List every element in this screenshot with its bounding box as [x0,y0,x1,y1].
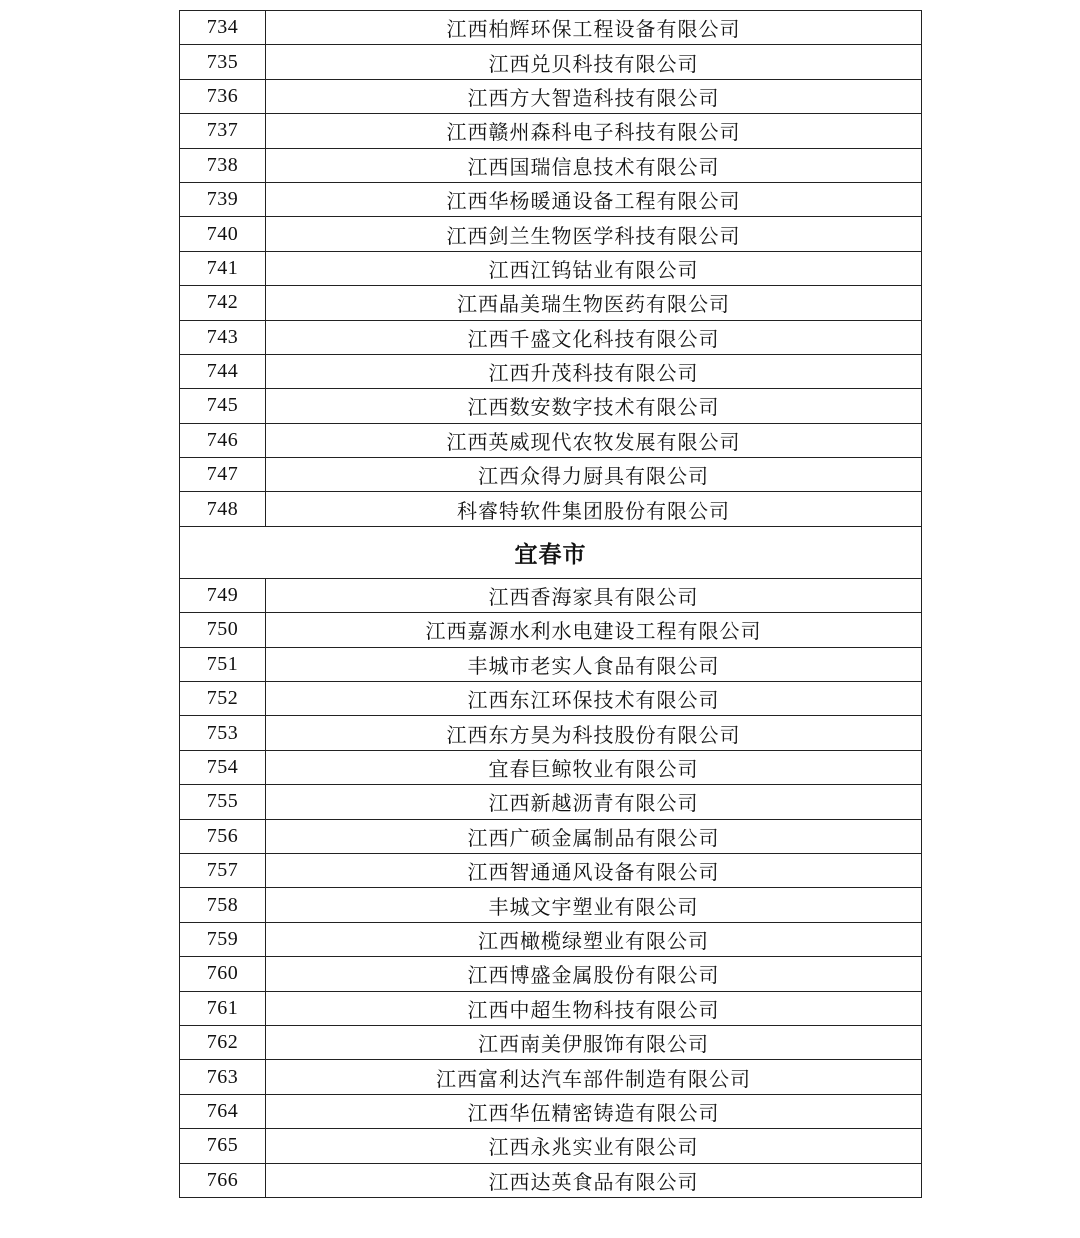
table-row [180,458,922,492]
table-row [180,423,922,457]
row-number: 740 [180,217,266,251]
company-name: 江西嘉源水利水电建设工程有限公司 [266,613,922,647]
table-row [180,251,922,285]
row-number: 757 [180,853,266,887]
table-row [180,492,922,526]
row-number: 758 [180,888,266,922]
company-name: 江西晶美瑞生物医药有限公司 [266,286,922,320]
table-row [180,389,922,423]
company-name: 江西升茂科技有限公司 [266,354,922,388]
company-name: 江西赣州森科电子科技有限公司 [266,114,922,148]
company-name: 江西橄榄绿塑业有限公司 [266,922,922,956]
company-name: 江西东方昊为科技股份有限公司 [266,716,922,750]
row-number: 753 [180,716,266,750]
table-row [180,647,922,681]
company-name: 江西英威现代农牧发展有限公司 [266,423,922,457]
row-number: 752 [180,682,266,716]
company-name: 江西达英食品有限公司 [266,1163,922,1197]
row-number: 749 [180,578,266,612]
row-number: 755 [180,785,266,819]
table-row [180,750,922,784]
company-name: 江西柏辉环保工程设备有限公司 [266,11,922,45]
company-name: 江西新越沥青有限公司 [266,785,922,819]
table-row [180,79,922,113]
company-name: 科睿特软件集团股份有限公司 [266,492,922,526]
table-row [180,1060,922,1094]
company-name: 江西千盛文化科技有限公司 [266,320,922,354]
row-number: 754 [180,750,266,784]
company-name: 江西香海家具有限公司 [266,578,922,612]
company-name: 江西中超生物科技有限公司 [266,991,922,1025]
company-name: 宜春巨鲸牧业有限公司 [266,750,922,784]
company-list-body [180,11,922,1198]
row-number: 746 [180,423,266,457]
table-row [180,1094,922,1128]
table-row [180,613,922,647]
company-name: 江西剑兰生物医学科技有限公司 [266,217,922,251]
company-name: 江西广硕金属制品有限公司 [266,819,922,853]
row-number: 762 [180,1025,266,1059]
company-name: 江西江钨钴业有限公司 [266,251,922,285]
table-row [180,114,922,148]
section-heading-row [180,526,922,578]
table-row [180,991,922,1025]
row-number: 735 [180,45,266,79]
table-row [180,11,922,45]
row-number: 743 [180,320,266,354]
company-name: 江西国瑞信息技术有限公司 [266,148,922,182]
company-list-table [179,10,922,1198]
row-number: 764 [180,1094,266,1128]
row-number: 750 [180,613,266,647]
table-row [180,957,922,991]
row-number: 761 [180,991,266,1025]
row-number: 751 [180,647,266,681]
company-name: 江西数安数字技术有限公司 [266,389,922,423]
company-name: 江西华杨暖通设备工程有限公司 [266,182,922,216]
table-row [180,45,922,79]
company-name: 江西方大智造科技有限公司 [266,79,922,113]
table-row [180,819,922,853]
company-name: 丰城文宇塑业有限公司 [266,888,922,922]
table-row [180,148,922,182]
row-number: 738 [180,148,266,182]
company-name: 江西富利达汽车部件制造有限公司 [266,1060,922,1094]
company-name: 丰城市老实人食品有限公司 [266,647,922,681]
company-name: 江西智通通风设备有限公司 [266,853,922,887]
table-row [180,182,922,216]
table-row [180,716,922,750]
company-name: 江西博盛金属股份有限公司 [266,957,922,991]
table-row [180,1163,922,1197]
row-number: 766 [180,1163,266,1197]
table-row [180,1129,922,1163]
row-number: 760 [180,957,266,991]
row-number: 737 [180,114,266,148]
table-row [180,578,922,612]
table-row [180,922,922,956]
row-number: 756 [180,819,266,853]
company-name: 江西东江环保技术有限公司 [266,682,922,716]
row-number: 763 [180,1060,266,1094]
company-name: 江西南美伊服饰有限公司 [266,1025,922,1059]
row-number: 759 [180,922,266,956]
row-number: 742 [180,286,266,320]
table-row [180,785,922,819]
table-row [180,286,922,320]
company-name: 江西兑贝科技有限公司 [266,45,922,79]
row-number: 736 [180,79,266,113]
table-row [180,1025,922,1059]
row-number: 744 [180,354,266,388]
table-row [180,888,922,922]
table-row [180,354,922,388]
row-number: 741 [180,251,266,285]
row-number: 747 [180,458,266,492]
section-heading: 宜春市 [180,526,922,578]
table-row [180,853,922,887]
table-row [180,217,922,251]
row-number: 739 [180,182,266,216]
row-number: 745 [180,389,266,423]
company-name: 江西众得力厨具有限公司 [266,458,922,492]
company-name: 江西永兆实业有限公司 [266,1129,922,1163]
table-row [180,682,922,716]
row-number: 765 [180,1129,266,1163]
company-name: 江西华伍精密铸造有限公司 [266,1094,922,1128]
row-number: 748 [180,492,266,526]
row-number: 734 [180,11,266,45]
table-row [180,320,922,354]
